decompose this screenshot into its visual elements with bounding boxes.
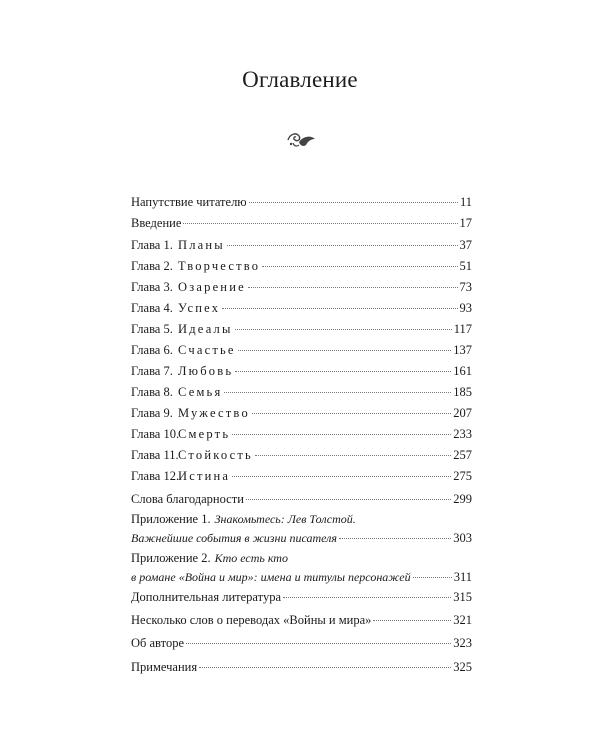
chapter-number: Глава 8. <box>131 385 173 399</box>
page-number: 275 <box>453 469 472 483</box>
entry-title: Мужество <box>178 406 250 420</box>
dot-leader <box>252 413 451 414</box>
entry-title: Творчество <box>178 259 261 273</box>
entry-title: Напутствие читателю <box>131 195 247 209</box>
appendix-title: Кто есть кто <box>214 551 288 565</box>
entry-title: Примечания <box>131 660 198 674</box>
page-number: 303 <box>453 531 472 545</box>
page-number: 117 <box>453 322 472 336</box>
chapter-number: Глава 5. <box>131 322 173 336</box>
page-number: 311 <box>453 570 472 584</box>
toc-entry[interactable] <box>131 588 472 606</box>
chapter-number: Глава 3. <box>131 280 173 294</box>
appendix-prefix: Приложение 2. <box>131 551 211 565</box>
page-number: 17 <box>459 216 472 230</box>
dot-leader <box>222 308 457 309</box>
chapter-number: Глава 10. <box>131 427 180 441</box>
toc-entry[interactable] <box>131 362 472 380</box>
dot-leader <box>227 245 458 246</box>
page-number: 233 <box>453 427 472 441</box>
appendix-subtitle: Важнейшие события в жизни писателя <box>131 531 337 545</box>
page-number: 325 <box>453 660 472 674</box>
entry-title: Слова благодарности <box>131 492 244 506</box>
entry-title: Счастье <box>178 343 236 357</box>
chapter-number: Глава 7. <box>131 364 173 378</box>
toc-entry[interactable] <box>131 236 472 254</box>
toc-entry[interactable] <box>131 257 472 275</box>
dot-leader <box>249 202 458 203</box>
toc-entry[interactable] <box>131 467 472 485</box>
page-title: Оглавление <box>242 67 358 92</box>
dot-leader <box>232 476 451 477</box>
entry-title: Введение <box>131 216 182 230</box>
dot-leader <box>246 499 451 500</box>
toc-entry[interactable] <box>131 425 472 443</box>
toc-entry[interactable] <box>131 490 472 508</box>
page-number: 93 <box>459 301 472 315</box>
chapter-number: Глава 12. <box>131 469 180 483</box>
chapter-number: Глава 4. <box>131 301 173 315</box>
dot-leader <box>373 620 451 621</box>
dot-leader <box>283 597 451 598</box>
dot-leader <box>199 667 451 668</box>
entry-title: Дополнительная литература <box>131 590 281 604</box>
entry-title: Успех <box>178 301 221 315</box>
dot-leader <box>224 392 451 393</box>
dot-leader <box>413 577 452 578</box>
dot-leader <box>235 329 452 330</box>
page-number: 315 <box>453 590 472 604</box>
entry-title: Озарение <box>178 280 246 294</box>
page-number: 73 <box>459 280 472 294</box>
appendix-prefix: Приложение 1. <box>131 512 211 526</box>
toc-entry[interactable] <box>131 568 472 586</box>
toc-entry[interactable] <box>131 404 472 422</box>
chapter-number: Глава 2. <box>131 259 173 273</box>
entry-title: Семья <box>178 385 223 399</box>
chapter-number: Глава 6. <box>131 343 173 357</box>
page-number: 323 <box>453 636 472 650</box>
appendix-subtitle: в романе «Война и мир»: имена и титулы персонажей <box>131 570 411 584</box>
toc-entry[interactable] <box>131 341 472 359</box>
toc-entry[interactable] <box>131 634 472 652</box>
chapter-number: Глава 11. <box>131 448 179 462</box>
page-number: 37 <box>459 238 472 252</box>
toc-entry[interactable] <box>131 193 472 211</box>
toc-entry[interactable] <box>131 549 472 567</box>
dot-leader <box>339 538 451 539</box>
dot-leader <box>186 643 451 644</box>
toc-entry[interactable] <box>131 510 472 528</box>
entry-title: Несколько слов о переводах «Войны и мира» <box>131 613 372 627</box>
dot-leader <box>248 287 458 288</box>
dot-leader <box>235 371 451 372</box>
toc-entry[interactable] <box>131 658 472 676</box>
page-number: 185 <box>453 385 472 399</box>
toc-entry[interactable] <box>131 383 472 401</box>
page-number: 161 <box>453 364 472 378</box>
entry-title: Планы <box>178 238 225 252</box>
toc-entry[interactable] <box>131 529 472 547</box>
chapter-number: Глава 9. <box>131 406 173 420</box>
page-number: 207 <box>453 406 472 420</box>
entry-title: Любовь <box>178 364 234 378</box>
toc-entry[interactable] <box>131 446 472 464</box>
page-number: 321 <box>453 613 472 627</box>
toc-entry[interactable] <box>131 320 472 338</box>
entry-title: Стойкость <box>178 448 253 462</box>
entry-title: Об авторе <box>131 636 184 650</box>
toc-entry[interactable] <box>131 278 472 296</box>
toc-entry[interactable] <box>131 214 472 232</box>
toc-entry[interactable] <box>131 299 472 317</box>
chapter-number: Глава 1. <box>131 238 173 252</box>
entry-title: Истина <box>178 469 231 483</box>
entry-title: Смерть <box>178 427 231 441</box>
page-number: 137 <box>453 343 472 357</box>
dot-leader <box>255 455 451 456</box>
dot-leader <box>262 266 457 267</box>
dot-leader <box>183 223 457 224</box>
appendix-title: Знакомьтесь: Лев Толстой. <box>214 512 356 526</box>
dot-leader <box>232 434 451 435</box>
dot-leader <box>238 350 452 351</box>
toc-entry[interactable] <box>131 611 472 629</box>
page-number: 257 <box>453 448 472 462</box>
entry-title: Идеалы <box>178 322 233 336</box>
page-number: 11 <box>459 195 472 209</box>
page-number: 51 <box>459 259 472 273</box>
page-number: 299 <box>453 492 472 506</box>
